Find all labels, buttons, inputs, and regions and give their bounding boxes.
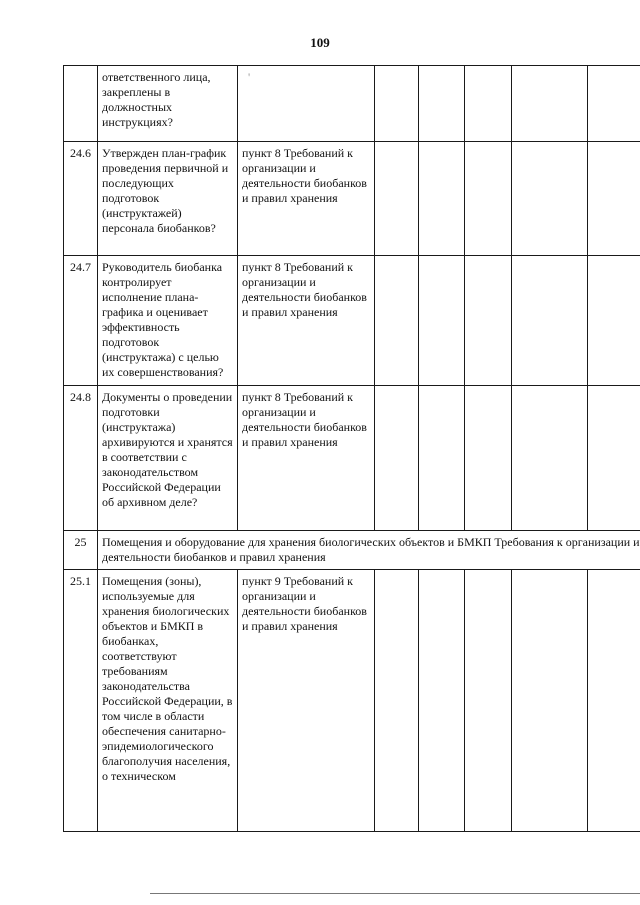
notes-cell [588, 256, 640, 386]
table-row [64, 142, 640, 256]
answer-na-cell [465, 570, 512, 832]
answer-extra-cell [512, 570, 588, 832]
section-title: Помещения и оборудование для хранения биологических объектов и БМКП Требования к организации и деятельности биобанков и правил хранения [98, 531, 640, 570]
answer-no-cell [419, 570, 465, 832]
answer-na-cell [465, 66, 512, 142]
row-number: 24.7 [64, 256, 98, 386]
answer-no-cell [419, 66, 465, 142]
table-row [64, 570, 640, 832]
answer-no-cell [419, 256, 465, 386]
answer-yes-cell [375, 570, 419, 832]
answer-na-cell [465, 386, 512, 531]
answer-extra-cell [512, 66, 588, 142]
table-row [64, 256, 640, 386]
requirement-reference: пункт 8 Требований к организации и деятельности биобанков и правил хранения [238, 386, 375, 531]
row-number: 25.1 [64, 570, 98, 832]
answer-na-cell [465, 256, 512, 386]
answer-yes-cell [375, 66, 419, 142]
requirement-question: Руководитель биобанка контролирует исполнение плана-графика и оценивает эффективность подготовок (инструктажа) с целью их совершенствования? [98, 256, 238, 386]
section-header-row [64, 531, 640, 570]
notes-cell [588, 66, 640, 142]
answer-no-cell [419, 386, 465, 531]
answer-na-cell [465, 142, 512, 256]
notes-cell [588, 386, 640, 531]
row-number: 24.6 [64, 142, 98, 256]
answer-extra-cell [512, 142, 588, 256]
notes-cell [588, 142, 640, 256]
answer-extra-cell [512, 256, 588, 386]
requirement-question: Утвержден план-график проведения первичной и последующих подготовок (инструктажей) персонала биобанков? [98, 142, 238, 256]
answer-extra-cell [512, 386, 588, 531]
row-number: 24.8 [64, 386, 98, 531]
requirement-reference: пункт 8 Требований к организации и деятельности биобанков и правил хранения [238, 142, 375, 256]
requirement-question: Помещения (зоны), используемые для хранения биологических объектов и БМКП в биобанках, соответствуют требованиям законодательства Российской Федерации, в том числе в области обеспечения санитарно-эпидемиологического благополучия населения, о техническом [98, 570, 238, 832]
answer-yes-cell [375, 386, 419, 531]
table-row [64, 66, 640, 142]
page-number: 109 [310, 35, 330, 50]
notes-cell [588, 570, 640, 832]
scan-edge-line [150, 893, 640, 894]
requirement-reference: ' [238, 66, 375, 142]
requirement-reference: пункт 9 Требований к организации и деятельности биобанков и правил хранения [238, 570, 375, 832]
answer-yes-cell [375, 142, 419, 256]
answer-yes-cell [375, 256, 419, 386]
requirement-question: Документы о проведении подготовки (инструктажа) архивируются и хранятся в соответствии с законодательством Российской Федерации об архивном деле? [98, 386, 238, 531]
row-number [64, 66, 98, 142]
checklist-table [63, 65, 640, 832]
answer-no-cell [419, 142, 465, 256]
requirement-question: ответственного лица, закреплены в должностных инструкциях? [98, 66, 238, 142]
table-row [64, 386, 640, 531]
requirement-reference: пункт 8 Требований к организации и деятельности биобанков и правил хранения [238, 256, 375, 386]
section-number: 25 [64, 531, 98, 570]
